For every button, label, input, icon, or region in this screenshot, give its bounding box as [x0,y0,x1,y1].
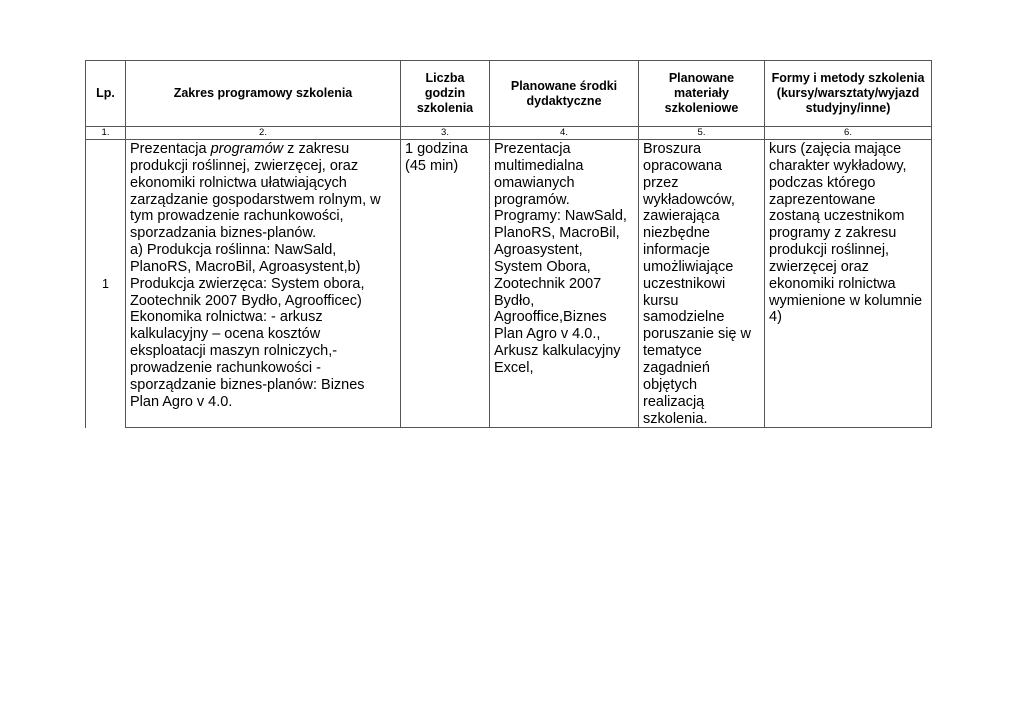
table-row [86,140,932,428]
row-zakres [126,140,401,428]
materialy-text: Broszura opracowana przez wykładowców, zawierająca niezbędne informacje umożliwiające uczestnikowi kursu samodzielne poruszanie się w tematyce zagadnień objętych realizacją szkolenia. [643,141,751,427]
column-number: 3. [401,127,490,140]
row-formy [765,140,932,428]
row-godziny [401,140,490,428]
zakres-prefix: Prezentacja [130,141,211,157]
column-number: 5. [639,127,765,140]
column-number-row [86,127,932,140]
row-srodki [490,140,639,428]
header-godziny: Liczba godzin szkolenia [401,61,490,127]
header-zakres: Zakres programowy szkolenia [126,61,401,127]
column-number: 2. [126,127,401,140]
row-materialy [639,140,765,428]
formy-text: kurs (zajęcia mające charakter wykładowy, podczas którego zaprezentowane zostaną uczestnikom programy z zakresu produkcji roślinnej, zwierzęcej oraz ekonomiki rolnictwa wymienione w kolumnie 4) [769,141,923,326]
srodki-text: Prezentacja multimedialna omawianych programów. Programy: NawSald, PlanoRS, MacroBil, Agroasystent, System Obora, Zootechnik 2007 Bydło, Agrooffice,Biznes Plan Agro v 4.0., Arkusz kalkulacyjny Excel, [494,141,627,376]
zakres-text [126,140,400,411]
godziny-text: 1 godzina (45 min) [405,141,468,174]
training-plan-table [85,60,932,428]
header-materialy: Planowane materiały szkoleniowe [639,61,765,127]
zakres-italic: programów [210,141,284,157]
header-lp: Lp. [86,61,126,127]
zakres-rest: z zakresu produkcji roślinnej, zwierzęcej, oraz ekonomiki rolnictwa ułatwiających zarządzanie gospodarstwem rolnym, w tym prowadzenie rachunkowości, sporzadzania biznes-planów. a) Produkcja roślinna: NawSald, PlanoRS, MacroBil, Agroasystent,b) Produkcja zwierzęca: System obora, Zootechnik 2007 Bydło, Agroofficec) Ekonomika rolnictwa: - arkusz kalkulacyjny – ocena kosztów eksploatacji maszyn rolniczych,- prowadzenie rachunkowości - sporządzanie biznes-planów: Biznes Plan Agro v 4.0. [130,141,381,410]
header-formy: Formy i metody szkolenia (kursy/warsztaty/wyjazd studyjny/inne) [765,61,932,127]
column-number: 6. [765,127,932,140]
row-lp: 1 [86,140,126,428]
header-row [86,61,932,127]
column-number: 1. [86,127,126,140]
column-number: 4. [490,127,639,140]
header-srodki: Planowane środki dydaktyczne [490,61,639,127]
